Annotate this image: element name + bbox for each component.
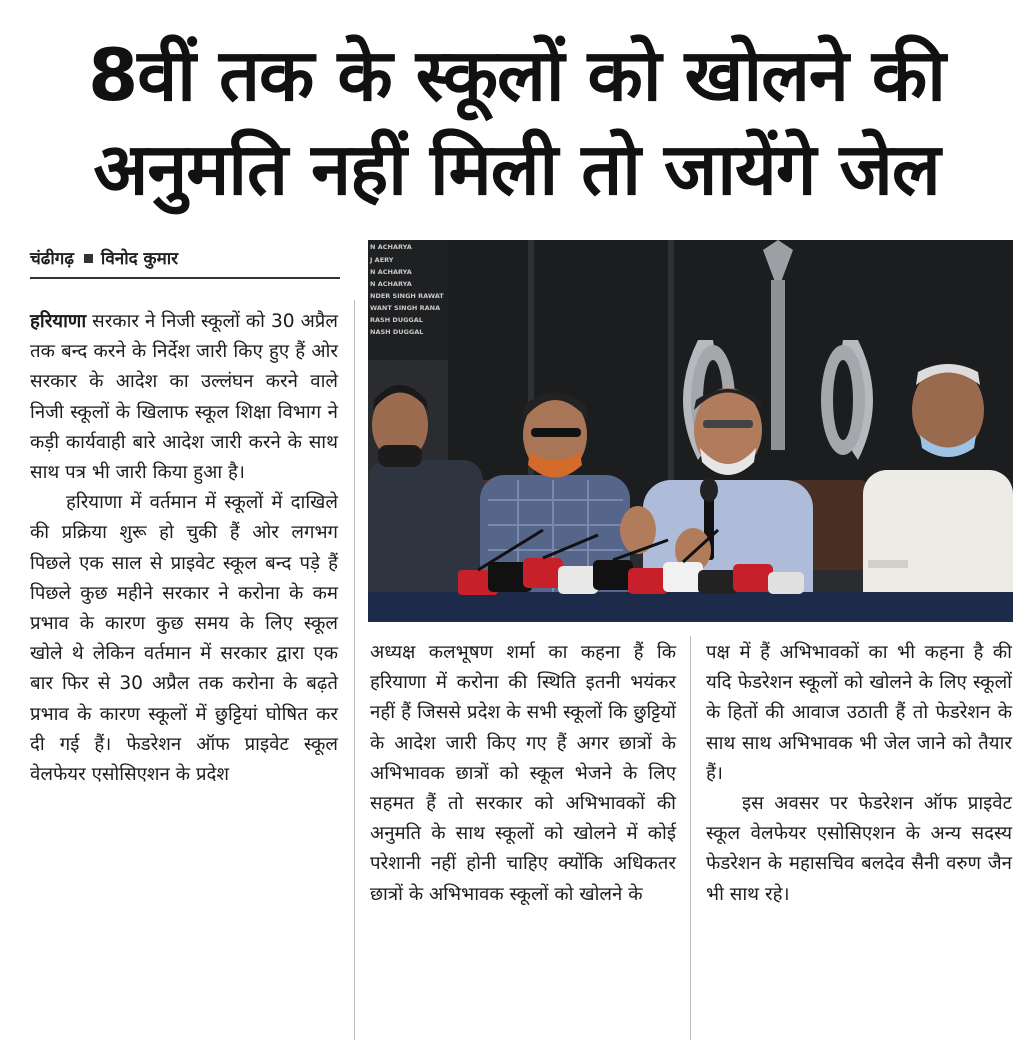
column-1-paragraph-2: हरियाणा में वर्तमान में स्कूलों में दाखिले की प्रक्रिया शुरू हो चुकी हैं ओर लगभग पिछले एक साल से प्राइवेट स्कूल बन्द पड़े हैं पिछले कुछ महीने सरकार ने करोना के कम प्रभाव के कारण कुछ समय के लिए स्कूल खोले थे लेकिन वर्तमान में सरकार द्वारा एक बार फिर से 30 अप्रैल तक करोना के बढ़ते प्रभाव के कारण स्कूलों में छुट्टियां घोषित कर दी गई हैं। फेडरेशन ऑफ प्राइवेट स्कूल वेलफेयर एसोसिएशन के प्रदेश	[30, 492, 338, 786]
column-2-paragraph-1: अध्यक्ष कलभूषण शर्मा का कहना हैं कि हरियाणा में करोना की स्थिति इतनी भयंकर नहीं हैं जिससे प्रदेश के सभी स्कूलों कि छुट्टियों के आदेश जारी किए गए हैं अगर छात्रों के अभिभावक छात्रों को स्कूल भेजने के लिए सहमत हैं तो सरकार को अभिभावकों की अनुमति के साथ स्कूलों को खोलने में कोई परेशानी नहीं होनी चाहिए क्योंकि अधिकतर छात्रों के अभिभावक स्कूलों को खोलने के	[370, 642, 676, 905]
lead-word: हरियाणा	[30, 311, 87, 332]
wall-name-2: J AERY	[370, 256, 394, 264]
column-3-paragraph-1: पक्ष में हैं अभिभावकों का भी कहना है की यदि फेडरेशन स्कूलों को खोलने के लिए स्कूलों के हितों की आवाज उठाती हैं तो फेडरेशन के साथ साथ अभिभावक भी जेल जाने को तैयार हैं।	[706, 642, 1012, 784]
column-1-paragraph-1	[30, 307, 338, 488]
wall-name-1: N ACHARYA	[370, 243, 412, 251]
column-3-paragraph-2: इस अवसर पर फेडरेशन ऑफ प्राइवेट स्कूल वेलफेयर एसोसिएशन के अन्य सदस्य फेडरेशन के महासचिव बलदेव सैनी वरुण जैन भी साथ रहे।	[706, 793, 1012, 905]
article-column-3	[706, 638, 1012, 910]
wall-name-5: NDER SINGH RAWAT	[370, 292, 444, 300]
column-divider-1	[354, 300, 355, 1040]
article-column-1	[30, 307, 338, 790]
wall-name-6: WANT SINGH RANA	[370, 304, 441, 312]
wall-name-7: RASH DUGGAL	[370, 316, 423, 324]
wall-name-8: NASH DUGGAL	[370, 328, 424, 336]
headline-line-2: अनुमति नहीं मिली तो जायेंगे जेल	[93, 127, 940, 211]
byline	[30, 246, 340, 279]
headline	[0, 28, 1033, 216]
headline-line-1: 8वीं तक के स्कूलों को खोलने की	[88, 33, 945, 117]
byline-city: चंढीगढ़	[30, 249, 74, 269]
article-column-2	[370, 638, 676, 910]
column-divider-2	[690, 636, 691, 1040]
wall-name-4: N ACHARYA	[370, 280, 412, 288]
wall-name-3: N ACHARYA	[370, 268, 412, 276]
photo-illustration	[368, 240, 1013, 622]
byline-author: विनोद कुमार	[100, 249, 179, 269]
press-conference-photo	[368, 240, 1013, 622]
byline-separator-icon	[84, 254, 93, 263]
column-1-paragraph-1-text: सरकार ने निजी स्कूलों को 30 अप्रैल तक बन्द करने के निर्देश जारी किए हुए हैं ओर सरकार के आदेश का उल्लंघन करने वाले निजी स्कूलों के खिलाफ स्कूल शिक्षा विभाग ने कड़ी कार्यवाही बारे आदेश जारी करने के साथ साथ पत्र भी जारी किया हुआ है।	[30, 311, 338, 484]
